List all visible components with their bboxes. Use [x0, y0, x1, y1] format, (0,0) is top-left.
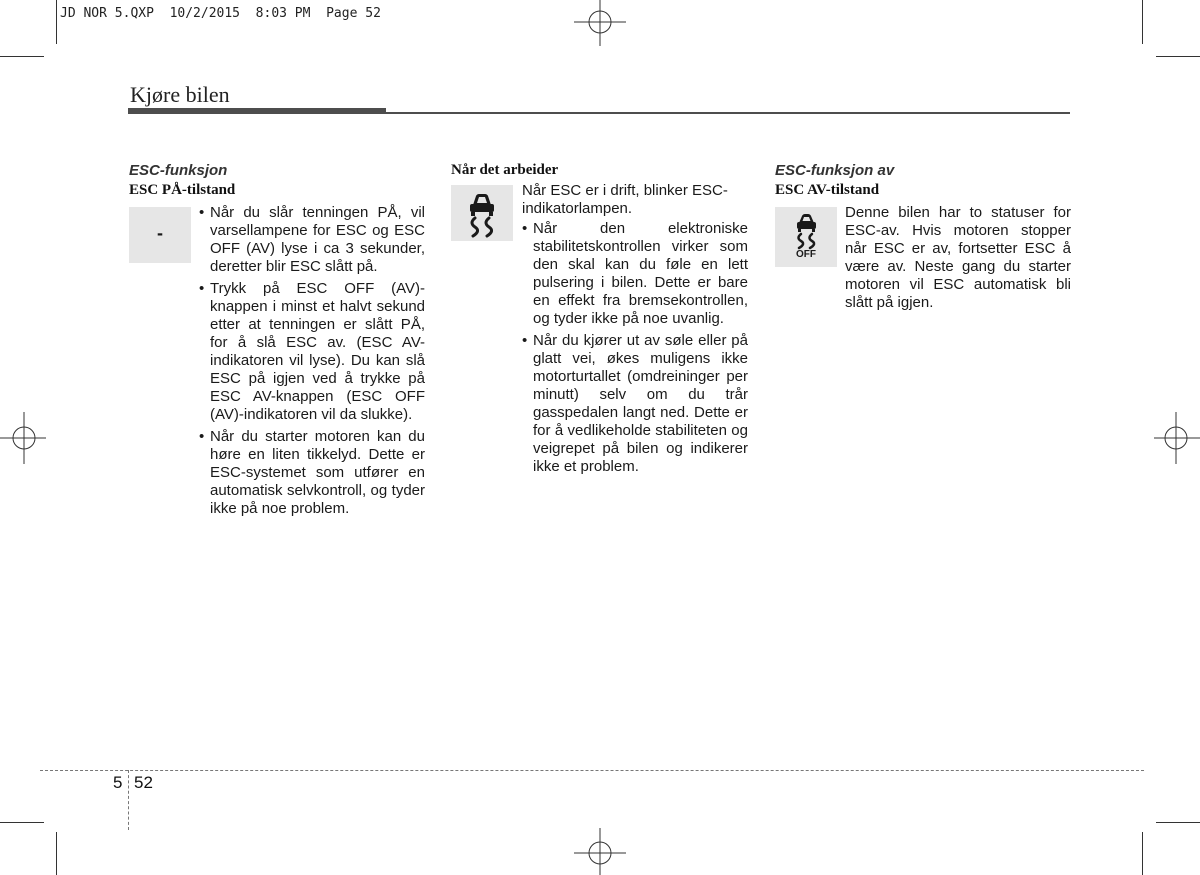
registration-mark-top [570, 0, 630, 48]
registration-mark-left [0, 408, 48, 468]
car-skid-icon [451, 185, 513, 241]
registration-mark-right [1152, 408, 1200, 468]
header-rule-thin [386, 112, 1070, 114]
list-item: • Når du starter motoren kan du høre en liten tikkelyd. Dette er ESC-systemet som utfører en automatisk selvkontroll, og tyder ikke på noe problem. [199, 428, 425, 518]
registration-mark-bottom [570, 828, 630, 875]
section-title-esc-function: ESC-funksjon [129, 162, 228, 179]
footer-dashed-rule [40, 770, 1144, 771]
esc-active-bullet-list [522, 220, 748, 480]
esc-off-text: Denne bilen har to statuser for ESC-av. Hvis motoren stopper når ESC er av, fortsetter ESC å være av. Neste gang du starter motoren vil ESC automatisk bli slått på igjen. [845, 204, 1071, 311]
icon-placeholder-text: - [157, 223, 163, 243]
print-slug: JD NOR 5.QXP 10/2/2015 8:03 PM Page 52 [60, 6, 381, 21]
footer-vertical-dash [128, 770, 129, 830]
list-item: • Når du kjører ut av søle eller på glatt vei, økes muligens ikke motorturtallet (omdreininger per minutt) selv om du trår gasspedalen langt ned. Dette er for å vedlikeholde stabiliteten og veigrepet på bilen og indikerer ikke et problem. [522, 332, 748, 476]
esc-active-intro: Når ESC er i drift, blinker ESC-indikatorlampen. [522, 182, 728, 217]
esc-on-bullet-list [199, 204, 425, 522]
subheading-esc-off: ESC AV-tilstand [775, 182, 880, 198]
list-item: • Når den elektroniske stabilitetskontrollen virker som den skal kan du føle en lett pulsering i bilen. Dette er bare en effekt fra bremsekontrollen, og tyder ikke på noe uvanlig. [522, 220, 748, 328]
esc-on-icon-box [129, 207, 191, 263]
list-item: • Når du slår tenningen PÅ, vil varsellampene for ESC og ESC OFF (AV) lyse i ca 3 sekunder, deretter blir ESC slått på. [199, 204, 425, 276]
subheading-esc-on: ESC PÅ-tilstand [129, 182, 236, 198]
section-title-esc-off: ESC-funksjon av [775, 162, 895, 179]
subheading-when-active: Når det arbeider [451, 162, 559, 178]
header-rule-thick [128, 108, 386, 114]
chapter-number: 5 [113, 773, 123, 792]
off-label: OFF [796, 249, 816, 260]
esc-skid-icon [451, 185, 513, 241]
chapter-title: Kjøre bilen [130, 82, 230, 107]
esc-off-icon [775, 207, 837, 267]
list-item: • Trykk på ESC OFF (AV)-knappen i minst et halvt sekund etter at tenningen er slått PÅ, for å slå ESC av. (ESC AV-indikatoren vil lyse). Du kan slå ESC på igjen ved å trykke på ESC AV-knappen (ESC OFF (AV)-indikatoren vil da slukke). [199, 280, 425, 424]
page-number: 52 [134, 773, 153, 792]
